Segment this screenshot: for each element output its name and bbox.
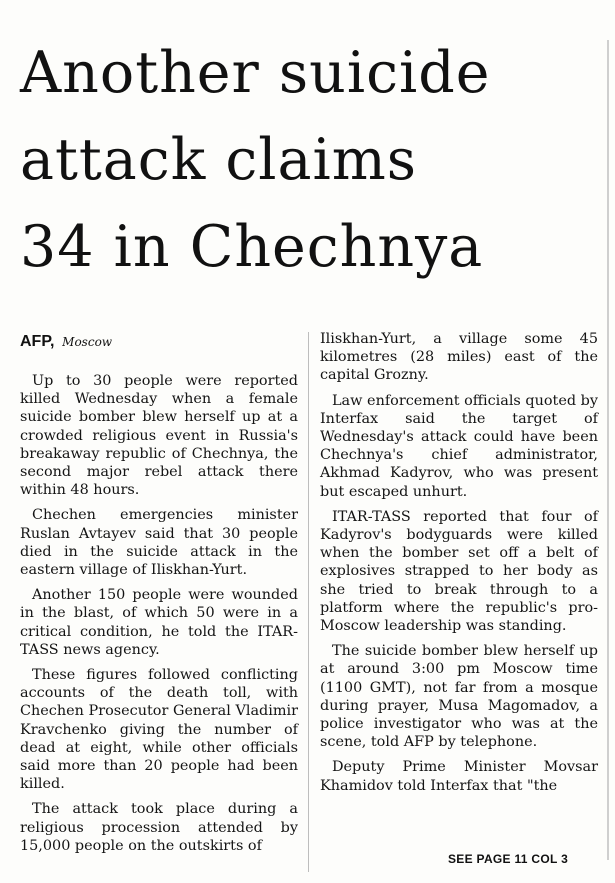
headline-line: 34 in Chechnya bbox=[20, 214, 484, 280]
paragraph: Chechen emergencies minister Ruslan Avtayev said that 30 people died in the suicide attack in the eastern village of Iliskhan-Yurt. bbox=[20, 507, 298, 579]
paragraph: These figures followed conflicting accounts of the death toll, with Chechen Prosecutor General Vladimir Kravchenko giving the number of dead at eight, while other officials said more than 20 people had been killed. bbox=[20, 667, 298, 793]
right-column bbox=[320, 330, 598, 802]
byline-place: Moscow bbox=[62, 335, 113, 349]
paragraph-continued: Iliskhan-Yurt, a village some 45 kilometres (28 miles) east of the capital Grozny. bbox=[320, 331, 598, 384]
byline bbox=[20, 331, 112, 352]
byline-agency: AFP, bbox=[20, 333, 55, 350]
column-divider bbox=[308, 332, 309, 872]
headline-line: Another suicide bbox=[20, 40, 491, 106]
headline-line: attack claims bbox=[20, 127, 418, 193]
page-edge-rule bbox=[607, 40, 609, 860]
left-column bbox=[20, 372, 298, 862]
headline bbox=[20, 30, 605, 291]
paragraph: ITAR-TASS reported that four of Kadyrov's bodyguards were killed when the bomber set off a belt of explosives strapped to her body as she tried to break through to a platform where the republic's pro-Moscow leadership was standing. bbox=[320, 508, 598, 635]
paragraph: Up to 30 people were reported killed Wednesday when a female suicide bomber blew herself up at a crowded religious event in Russia's breakaway republic of Chechnya, the second major rebel attack there within 48 hours. bbox=[20, 373, 298, 499]
jump-reference: SEE PAGE 11 COL 3 bbox=[448, 852, 569, 866]
paragraph: The attack took place during a religious procession attended by 15,000 people on the outskirts of bbox=[20, 801, 298, 854]
paragraph: The suicide bomber blew herself up at around 3:00 pm Moscow time (1100 GMT), not far from a mosque during prayer, Musa Magomadov, a police investigator who was at the scene, told AFP by telephone. bbox=[320, 643, 598, 751]
paragraph: Law enforcement officials quoted by Interfax said the target of Wednesday's attack could have been Chechnya's chief administrator, Akhmad Kadyrov, who was present but escaped unhurt. bbox=[320, 392, 598, 500]
paragraph: Another 150 people were wounded in the blast, of which 50 were in a critical condition, he told the ITAR-TASS news agency. bbox=[20, 587, 298, 658]
paragraph: Deputy Prime Minister Movsar Khamidov told Interfax that "the bbox=[320, 759, 598, 794]
